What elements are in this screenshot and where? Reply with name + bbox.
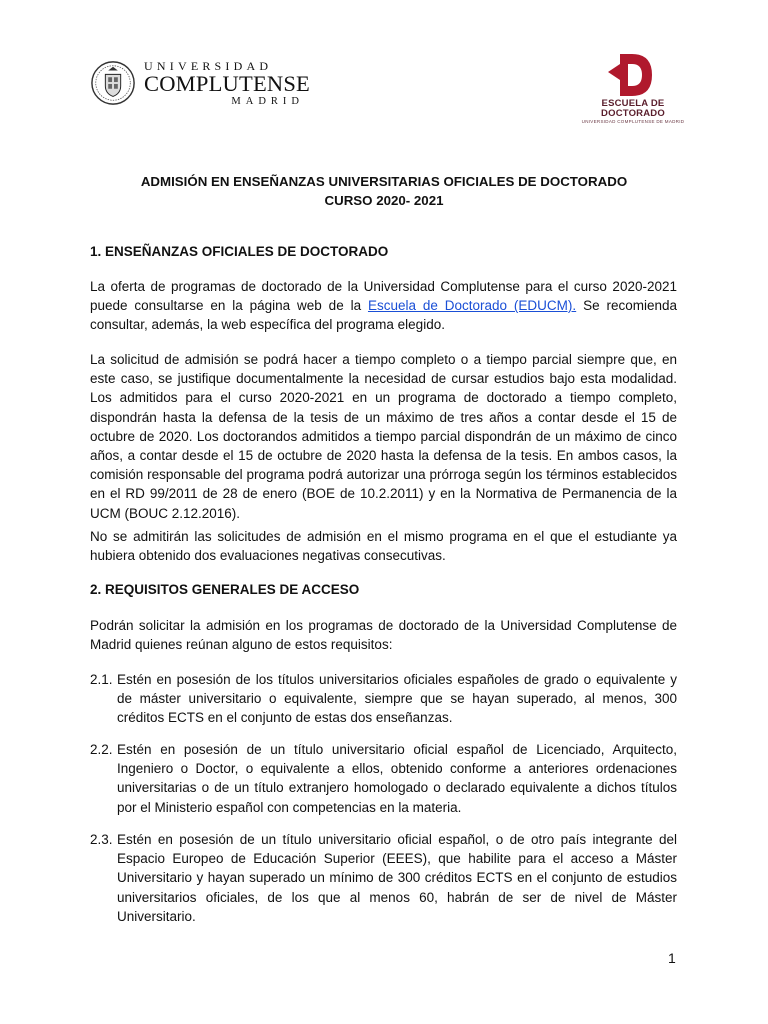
educm-d-icon	[580, 52, 686, 98]
requirement-item	[90, 670, 677, 728]
ucm-logo	[90, 54, 310, 112]
section2-intro: Podrán solicitar la admisión en los programas de doctorado de la Universidad Complutense de Madrid quienes reúnan alguno de estos requisitos:	[90, 618, 677, 653]
page-number: 1	[668, 950, 676, 966]
title-line2: CURSO 2020- 2021	[324, 193, 444, 208]
requirement-number: 2.3.	[90, 832, 113, 847]
section1-heading: 1. ENSEÑANZAS OFICIALES DE DOCTORADO	[90, 244, 389, 259]
educm-logo	[580, 52, 686, 124]
ucm-logo-bottom: MADRID	[231, 95, 304, 107]
requirement-number: 2.2.	[90, 742, 113, 757]
title-line1: ADMISIÓN EN ENSEÑANZAS UNIVERSITARIAS OFICIALES DE DOCTORADO	[140, 174, 628, 189]
requirement-number: 2.1.	[90, 672, 113, 687]
p1-text-before: La oferta de programas de doctorado de la Universidad Complutense para el curso 2020-2021 puede consultarse en la página web de la	[90, 279, 677, 314]
section2-heading: 2. REQUISITOS GENERALES DE ACCESO	[90, 582, 360, 597]
section1-paragraph1	[90, 277, 677, 335]
requirement-item	[90, 830, 677, 926]
educm-link[interactable]: Escuela de Doctorado (EDUCM).	[367, 298, 577, 314]
section1-paragraph3: No se admitirán las solicitudes de admisión en el mismo programa en el que el estudiante ya hubiera obtenido dos evaluaciones negativas consecutivas.	[90, 529, 677, 564]
requirement-item	[90, 740, 677, 817]
section1-paragraph2: La solicitud de admisión se podrá hacer a tiempo completo o a tiempo parcial siempre que, en este caso, se justifique documentalmente la necesidad de cursar estudios bajo esta modalidad. Los admitidos para el curso 2020-2021 en un programa de doctorado a tiempo completo, dispondrán hasta la defensa de la tesis de un máximo de tres años a contar desde el 15 de octubre de 2020. Los doctorandos admitidos a tiempo parcial dispondrán de un máximo de cinco años, a contar desde el 15 de octubre de 2020 hasta la defensa de la tesis. En ambos casos, la comisión responsable del programa podrá autorizar una prórroga según los términos establecidos en el RD 99/2011 de 28 de enero (BOE de 10.2.2011) y en la Normativa de Permanencia de la UCM (BOUC 2.12.2016).	[90, 352, 677, 521]
ucm-logo-top: UNIVERSIDAD	[144, 58, 273, 73]
requirement-text: Estén en posesión de un título universitario oficial español, o de otro país integrante del Espacio Europeo de Educación Superior (EEES), que habilite para el acceso a Máster Universitario y hayan superado un mínimo de 300 créditos ECTS en el conjunto de estudios universitarios oficiales, de los que al menos 60, habrán de ser de nivel de Máster Universitario.	[117, 832, 677, 924]
requirement-text: Estén en posesión de los títulos universitarios oficiales españoles de grado o equivalente y de máster universitario o equivalente, siempre que se hayan superado, al menos, 300 créditos ECTS en el conjunto de estas dos enseñanzas.	[117, 672, 677, 726]
educm-line2: DOCTORADO	[601, 108, 665, 119]
ucm-logo-main: COMPLUTENSE	[144, 70, 310, 96]
requirement-text: Estén en posesión de un título universitario oficial español de Licenciado, Arquitecto, Ingeniero o Doctor, o equivalente a ellos, obtenido conforme a anteriores ordenaciones universitarias o de un título extranjero homologado o declarado equivalente a dichos títulos por el Ministerio español con competencias en la materia.	[117, 742, 677, 815]
document-title	[90, 172, 678, 210]
ucm-seal-icon	[90, 56, 136, 110]
educm-line1: ESCUELA DE	[601, 98, 665, 109]
p1-text-after: Se recomienda consultar, además, la web específica del programa elegido.	[90, 298, 677, 333]
educm-line3: UNIVERSIDAD COMPLUTENSE DE MADRID	[581, 119, 685, 124]
